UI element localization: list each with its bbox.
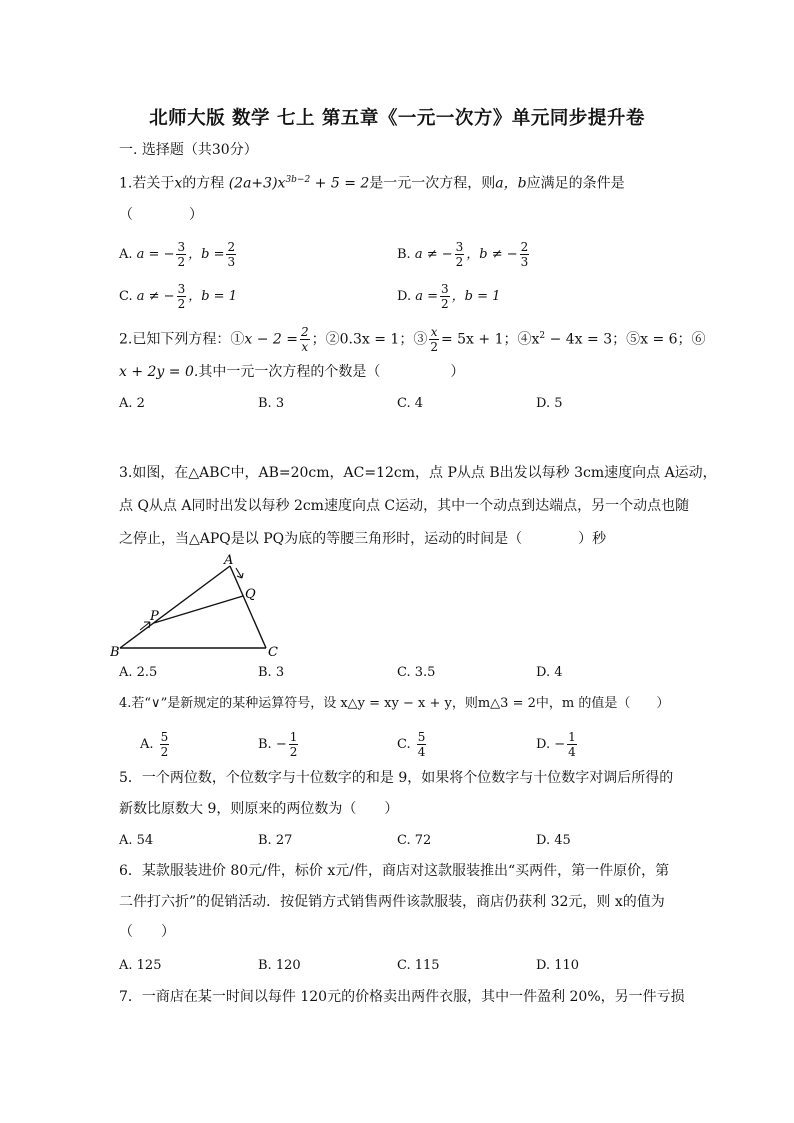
page-title: 北师大版 数学 七上 第五章《一元一次方》单元同步提升卷	[149, 108, 645, 129]
q2-superscript: 2	[539, 330, 546, 341]
option-label: A.	[119, 247, 133, 262]
label-q: Q	[245, 587, 256, 602]
q2-eq2: ；②0.3x = 1；③	[311, 331, 428, 348]
option-label: D.	[536, 737, 551, 752]
option-sign: −	[275, 737, 287, 752]
option-label: D.	[397, 289, 412, 304]
fraction	[417, 730, 427, 759]
question-3-line3: 之停止，当△APQ是以 PQ为底的等腰三角形时，运动的时间是（ ）秒	[119, 531, 607, 547]
q4-option-a	[140, 730, 171, 759]
option-label: B.	[258, 737, 272, 752]
numerator: 5	[417, 730, 426, 744]
fraction	[455, 240, 465, 269]
fraction	[289, 730, 299, 759]
option-text: ，b = 1	[451, 289, 501, 304]
q6-option-d: D. 110	[536, 958, 580, 973]
side-ac	[230, 566, 266, 648]
q1-prefix: 1.若关于	[119, 175, 175, 192]
q4-option-d	[536, 730, 579, 759]
fraction	[176, 240, 186, 269]
denominator: 2	[455, 255, 464, 269]
numerator: 1	[568, 730, 576, 744]
label-c: C	[268, 645, 278, 660]
fraction	[160, 730, 170, 759]
option-text: a ≠ −	[414, 247, 453, 262]
q5-option-a: A. 54	[119, 833, 154, 848]
question-3-line1: 3.如图，在△ABC中，AB=20cm，AC=12cm，点 P从点 B出发以每秒 3cm速度向点 A运动，	[119, 465, 717, 481]
q5-option-b: B. 27	[258, 833, 293, 848]
q1-text-end: 应满足的条件是	[526, 175, 625, 192]
q4-option-c	[397, 730, 428, 759]
denominator: 2	[160, 745, 169, 759]
question-2-stem	[119, 325, 706, 354]
denominator: 3	[520, 255, 529, 269]
arrow-q-icon	[236, 568, 243, 578]
numerator: 3	[441, 282, 449, 296]
question-1-paren: （ ）	[119, 207, 203, 223]
option-label: C.	[119, 289, 133, 304]
option-text: a = −	[136, 247, 175, 262]
fraction	[300, 325, 310, 354]
q6-option-b: B. 120	[258, 958, 301, 973]
label-a: A	[224, 553, 234, 568]
label-p: P	[150, 609, 159, 624]
segment-pq	[154, 596, 243, 623]
denominator: x	[301, 340, 309, 354]
numerator: 3	[455, 240, 464, 254]
option-text: a ≠ −	[136, 289, 175, 304]
denominator: 2	[441, 297, 449, 311]
option-text: ，b =	[188, 247, 225, 262]
question-6-line3: （ ）	[119, 924, 175, 940]
option-label: C.	[397, 737, 411, 752]
q1-exponent: 3b−2	[285, 175, 311, 185]
q6-option-c: C. 115	[397, 958, 440, 973]
denominator: 4	[568, 745, 576, 759]
question-5-line2: 新数比原数大 9，则原来的两位数为（ ）	[119, 801, 399, 817]
fraction	[440, 282, 450, 311]
q2-option-a: A. 2	[119, 396, 145, 411]
q4-option-b	[258, 730, 300, 759]
fraction	[177, 282, 187, 311]
question-4-stem: 4.若“∨”是新规定的某种运算符号，设 x△y = xy − x + y，则m△3 = 2中，m 的值是（ ）	[119, 696, 670, 711]
q3-option-b: B. 3	[258, 665, 285, 680]
q1-var-x: x	[174, 175, 183, 192]
q2-eq6: x + 2y = 0.	[119, 364, 199, 380]
fraction	[429, 325, 439, 354]
denominator: 3	[227, 255, 236, 269]
numerator: 3	[177, 240, 186, 254]
q2-prefix: 2.已知下列方程：①	[119, 331, 245, 348]
numerator: 2	[227, 240, 236, 254]
triangle-figure	[110, 550, 290, 660]
question-6-line2: 二件打六折”的促销活动．按促销方式销售两件该款服装，商店仍获利 32元，则 x的值为	[119, 894, 665, 910]
q1-option-a	[119, 240, 238, 269]
option-text: ，b ≠ −	[466, 247, 518, 262]
q3-option-d: D. 4	[536, 665, 563, 680]
denominator: 4	[417, 745, 426, 759]
denominator: 2	[430, 340, 438, 354]
option-label: B.	[397, 247, 411, 262]
q1-text-tail: 是一元一次方程，则	[369, 175, 496, 192]
option-text: ，b = 1	[188, 289, 237, 304]
q5-option-d: D. 45	[536, 833, 571, 848]
q2-option-c: C. 4	[397, 396, 424, 411]
q1-ab: a，b	[495, 175, 527, 192]
option-sign: −	[554, 737, 566, 752]
denominator: 2	[289, 745, 298, 759]
question-1-stem	[119, 170, 625, 194]
q2-eq3: = 5x + 1；④x	[440, 331, 540, 348]
numerator: 2	[520, 240, 529, 254]
q1-equation-tail: + 5 = 2	[310, 175, 370, 192]
q2-eq4: − 4x = 3；⑤x = 6；⑥	[545, 331, 706, 348]
q6-option-a: A. 125	[119, 958, 162, 973]
section-heading: 一. 选择题（共30分）	[119, 142, 258, 158]
q1-text-mid: 的方程	[182, 175, 225, 192]
q2-option-b: B. 3	[258, 396, 285, 411]
denominator: 2	[177, 297, 186, 311]
q3-option-c: C. 3.5	[397, 665, 436, 680]
numerator: x	[430, 325, 438, 339]
q5-option-c: C. 72	[397, 833, 432, 848]
q2-question: 其中一元一次方程的个数是（ ）	[198, 364, 465, 380]
fraction	[520, 240, 530, 269]
option-label: A.	[140, 737, 154, 752]
side-ba	[120, 566, 230, 648]
numerator: 3	[177, 282, 186, 296]
question-3-line2: 点 Q从点 A同时出发以每秒 2cm速度向点 C运动，其中一个动点到达端点，另一个动点也随	[119, 498, 690, 514]
numerator: 1	[289, 730, 298, 744]
question-6-line1: 6．某款服装进价 80元/件，标价 x元/件，商店对这款服装推出“买两件，第一件原价，第	[119, 863, 670, 879]
numerator: 2	[300, 325, 309, 339]
denominator: 2	[177, 255, 186, 269]
q2-option-d: D. 5	[536, 396, 563, 411]
q1-option-d	[397, 282, 500, 311]
q3-option-a: A. 2.5	[119, 665, 158, 680]
label-b: B	[110, 645, 120, 660]
question-5-line1: 5．一个两位数，个位数字与十位数字的和是 9，如果将个位数字与十位数字对调后所得的	[119, 770, 674, 786]
q1-option-c	[119, 282, 237, 311]
numerator: 5	[160, 730, 169, 744]
question-2-line2	[119, 362, 464, 382]
q1-option-b	[397, 240, 531, 269]
fraction	[567, 730, 577, 759]
q1-equation: (2a+3)x	[228, 175, 286, 192]
question-7-line1: 7．一商店在某一时间以每件 120元的价格卖出两件衣服，其中一件盈利 20%，另一件亏损	[119, 989, 685, 1005]
q2-eq1: x − 2 =	[244, 331, 298, 348]
option-text: a =	[415, 289, 439, 304]
fraction	[226, 240, 236, 269]
